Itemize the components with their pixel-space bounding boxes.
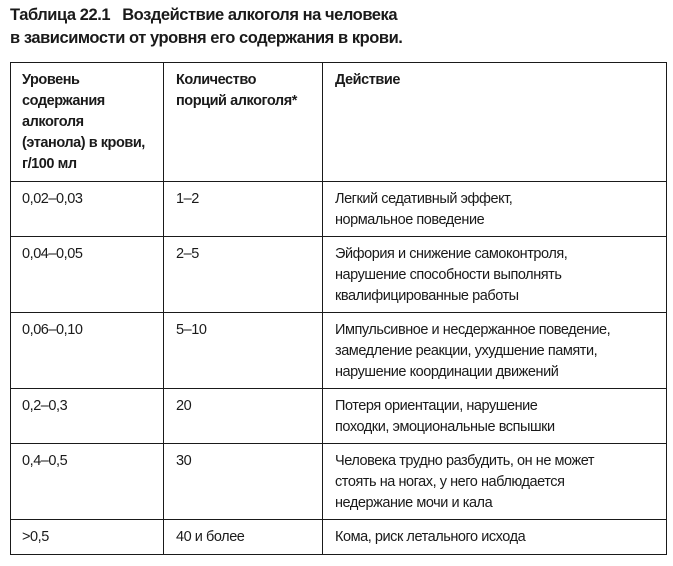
- cell-level: 0,02–0,03: [11, 182, 164, 237]
- effect-text-line: Эйфория и снижение самоконтроля,: [335, 246, 568, 262]
- table-row: [11, 520, 667, 555]
- cell-effect: [323, 182, 667, 237]
- cell-level: 0,04–0,05: [11, 237, 164, 313]
- table-row: [11, 182, 667, 237]
- header-text-line: г/100 мл: [22, 156, 77, 172]
- table-number: Таблица 22.1: [10, 6, 111, 24]
- cell-portions: 1–2: [164, 182, 323, 237]
- cell-effect: [323, 389, 667, 444]
- header-text-line: (этанола) в крови,: [22, 135, 145, 151]
- cell-portions: 2–5: [164, 237, 323, 313]
- cell-effect: [323, 313, 667, 389]
- header-text-line: содержания: [22, 93, 105, 109]
- header-blood-alcohol-level: [11, 63, 164, 182]
- cell-effect: [323, 237, 667, 313]
- effect-text-line: Человека трудно разбудить, он не может: [335, 453, 595, 469]
- effect-text-line: нормальное поведение: [335, 212, 485, 228]
- cell-portions: 20: [164, 389, 323, 444]
- effect-text-line: Кома, риск летального исхода: [335, 529, 526, 545]
- effect-text-line: Потеря ориентации, нарушение: [335, 398, 538, 414]
- table-row: [11, 237, 667, 313]
- cell-level: 0,2–0,3: [11, 389, 164, 444]
- cell-level: >0,5: [11, 520, 164, 555]
- effect-text-line: замедление реакции, ухудшение памяти,: [335, 343, 598, 359]
- header-text-line: алкоголя: [22, 114, 84, 130]
- table-row: [11, 444, 667, 520]
- effect-text-line: квалифицированные работы: [335, 288, 519, 304]
- caption-title-line-2: в зависимости от уровня его содержания в крови.: [10, 29, 403, 47]
- effect-text-line: недержание мочи и кала: [335, 495, 493, 511]
- table-row: [11, 313, 667, 389]
- cell-portions: 30: [164, 444, 323, 520]
- cell-effect: [323, 520, 667, 555]
- cell-level: 0,4–0,5: [11, 444, 164, 520]
- effect-text-line: нарушение способности выполнять: [335, 267, 562, 283]
- cell-effect: [323, 444, 667, 520]
- table-header-row: [11, 63, 667, 182]
- header-text-line: Количество: [176, 72, 257, 88]
- table-caption: [10, 4, 670, 50]
- effect-text-line: стоять на ногах, у него наблюдается: [335, 474, 565, 490]
- cell-level: 0,06–0,10: [11, 313, 164, 389]
- caption-line-1: [10, 4, 670, 27]
- effect-text-line: нарушение координации движений: [335, 364, 559, 380]
- cell-portions: 5–10: [164, 313, 323, 389]
- header-text-line: Уровень: [22, 72, 80, 88]
- effect-text-line: Импульсивное и несдержанное поведение,: [335, 322, 611, 338]
- header-effect: [323, 63, 667, 182]
- cell-portions: 40 и более: [164, 520, 323, 555]
- header-text-line: порций алкоголя*: [176, 93, 297, 109]
- alcohol-effects-table: [10, 62, 667, 555]
- header-portions: [164, 63, 323, 182]
- table-row: [11, 389, 667, 444]
- effect-text-line: Легкий седативный эффект,: [335, 191, 513, 207]
- header-text-line: Действие: [335, 72, 400, 88]
- effect-text-line: походки, эмоциональные вспышки: [335, 419, 555, 435]
- caption-title-line-1: Воздействие алкоголя на человека: [122, 6, 398, 24]
